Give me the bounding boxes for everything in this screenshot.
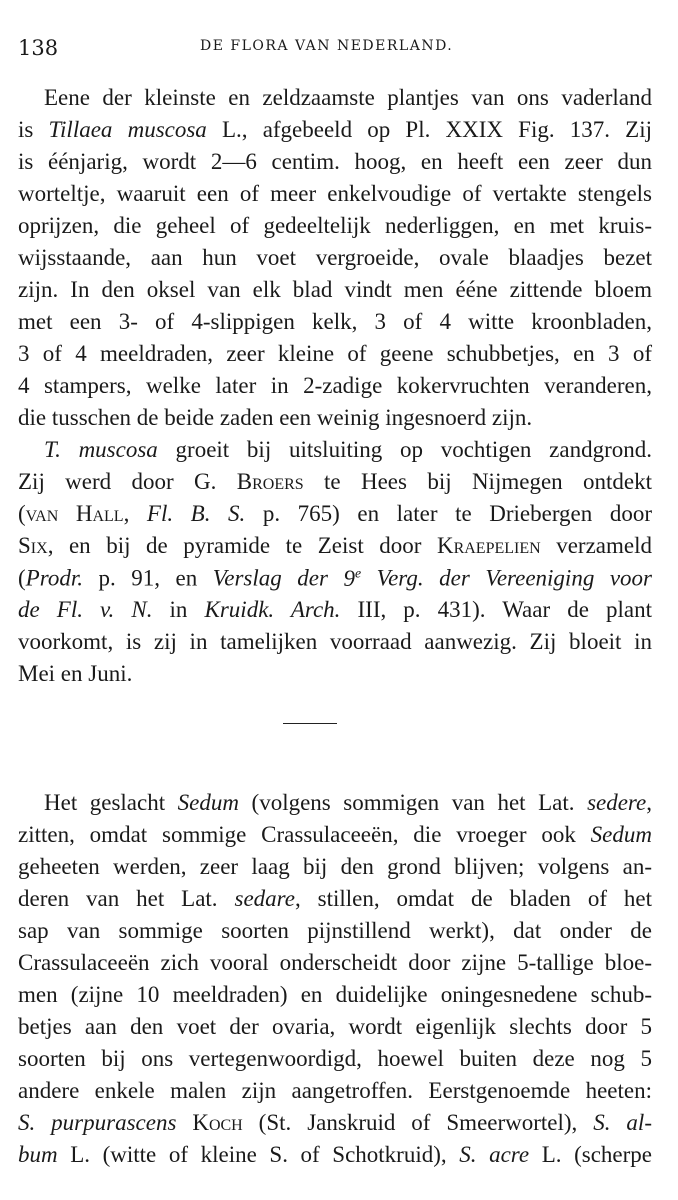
text-line: zitten, omdat sommige Crassulaceeën, die vroeger ook Sedum [18,822,652,847]
text-line: Six, en bij de pyramide te Zeist door Kraepelien verzameld [18,533,652,558]
text-line: is Tillaea muscosa L., afgebeeld op Pl. XXIX Fig. 137. Zij [18,117,653,142]
text-line: bum L. (witte of kleine S. of Schotkruid), S. acre L. (scherpe [18,1142,652,1167]
text-line: de Fl. v. N. in Kruidk. Arch. III, p. 431). Waar de plant [18,597,652,622]
text-line: voorkomt, is zij in tamelijken voorraad aanwezig. Zij bloeit in [18,629,652,654]
text-line: betjes aan den voet der ovaria, wordt eigenlijk slechts door 5 [18,1014,652,1039]
text-line: oprijzen, die geheel of gedeeltelijk nederliggen, en met kruis- [18,213,652,238]
text-line: deren van het Lat. sedare, stillen, omdat de bladen of het [18,886,653,911]
text-line: andere enkele malen zijn aangetroffen. Eerstgenoemde heeten: [18,1078,652,1103]
text-line: 4 stampers, welke later in 2-zadige kokervruchten veranderen, [18,373,652,398]
text-line: wijsstaande, aan hun voet vergroeide, ovale blaadjes bezet [18,245,652,270]
text-line: (van Hall, Fl. B. S. p. 765) en later te Driebergen door [18,501,652,526]
text-line: zijn. In den oksel van elk blad vindt men ééne zittende bloem [18,277,652,302]
text-line: met een 3- of 4-slippigen kelk, 3 of 4 witte kroonbladen, [18,309,652,334]
text-line: T. muscosa groeit bij uitsluiting op vochtigen zandgrond. [44,437,652,462]
text-line: 3 of 4 meeldraden, zeer kleine of geene schubbetjes, en 3 of [18,341,652,366]
text-line: is éénjarig, wordt 2—6 centim. hoog, en heeft een zeer dun [18,149,652,174]
text-line: (Prodr. p. 91, en Verslag der 9e Verg. der Vereeniging voor [18,565,652,591]
running-head: DE FLORA VAN NEDERLAND. [200,38,454,54]
text-line: geheeten werden, zeer laag bij den grond blijven; volgens an- [18,854,652,879]
section-divider [283,723,337,724]
text-line: sap van sommige soorten pijnstillend werkt), dat onder de [18,918,652,943]
text-line: Mei en Juni. [18,661,133,686]
text-line: Crassulaceeën zich vooral onderscheidt door zijne 5-tallige bloe- [18,950,652,975]
text-line: S. purpurascens Koch (St. Janskruid of Smeerwortel), S. al- [18,1110,652,1135]
text-line: worteltje, waaruit een of meer enkelvoudige of vertakte stengels [18,181,652,206]
text-line: men (zijne 10 meeldraden) en duidelijke oningesnedene schub- [18,982,652,1007]
text-line: soorten bij ons vertegenwoordigd, hoewel buiten deze nog 5 [18,1046,652,1071]
page-number: 138 [18,36,59,60]
text-line: Het geslacht Sedum (volgens sommigen van het Lat. sedere, [44,790,652,815]
text-line: die tusschen de beide zaden een weinig ingesnoerd zijn. [18,405,533,430]
text-line: Zij werd door G. Broers te Hees bij Nijmegen ontdekt [18,469,652,494]
text-line: Eene der kleinste en zeldzaamste plantjes van ons vaderland [44,85,652,110]
